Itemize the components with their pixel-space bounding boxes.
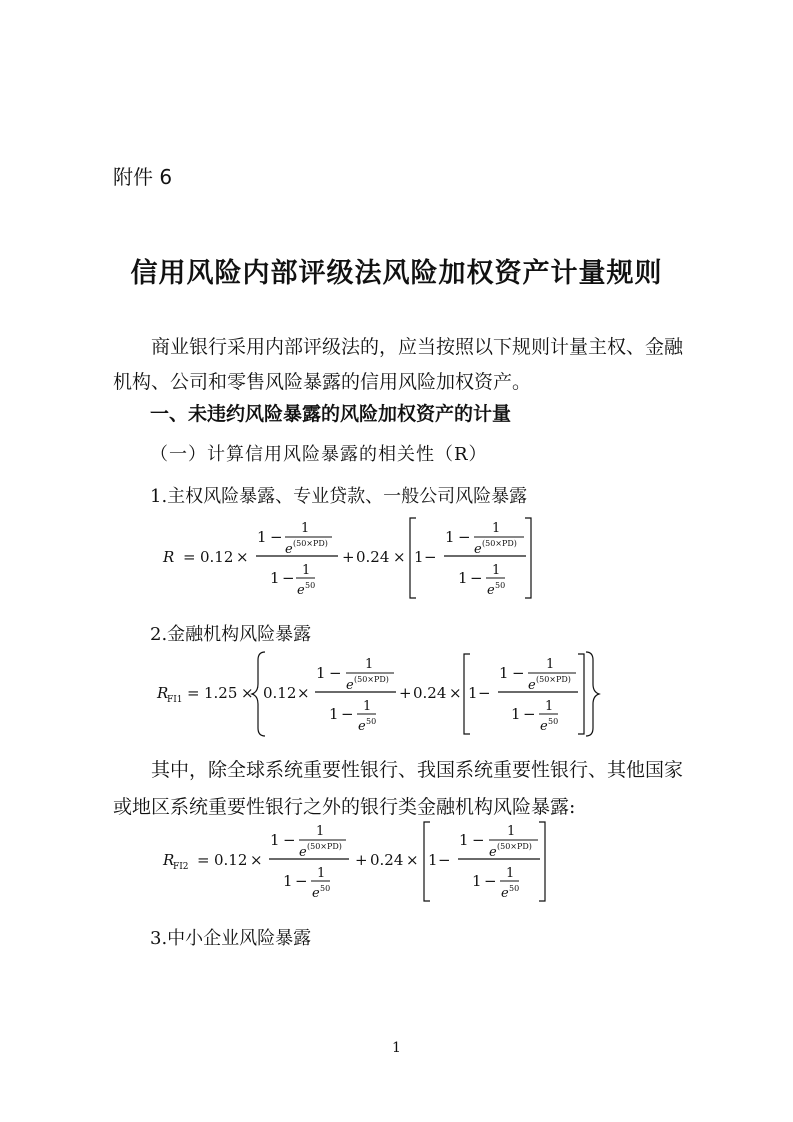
fi1-den-one: 1 — [329, 705, 339, 723]
fi2-b-num-one: 1 — [459, 831, 469, 849]
fi2-inner-one: 1 — [316, 824, 325, 839]
fi1-lhs: R — [157, 684, 169, 702]
fi2-den-exp-50: 50 — [320, 884, 331, 893]
fi2-num-one: 1 — [270, 831, 280, 849]
inner-num-one: 1 — [301, 521, 310, 536]
fi2-plus: + — [355, 851, 368, 869]
fi2-b-den-minus: − — [484, 872, 497, 890]
fi1-coef-024: 0.24 — [413, 684, 447, 702]
fi1-b-den-inner-one: 1 — [545, 699, 554, 714]
den-inner-one: 1 — [302, 563, 311, 578]
annex-label: 附件 6 — [113, 165, 173, 189]
b-num-one: 1 — [445, 528, 455, 546]
b-den-inner-one: 1 — [492, 563, 501, 578]
formula-times-2: × — [393, 548, 406, 566]
fi1-times-2: × — [297, 684, 310, 702]
fi1-exp-base: e — [346, 678, 354, 693]
fi1-exp-pd: (50×PD) — [354, 675, 389, 684]
fi2-den-inner-one: 1 — [317, 866, 326, 881]
num-one: 1 — [257, 528, 267, 546]
fi1-b-num-minus: − — [512, 664, 525, 682]
fi1-times-3: × — [449, 684, 462, 702]
fi2-den-minus: − — [295, 872, 308, 890]
fi1-times: × — [241, 684, 254, 702]
fi2-eq: = — [197, 851, 210, 869]
den-minus: − — [282, 569, 295, 587]
fi2-times-2: × — [406, 851, 419, 869]
fi1-b-minus: − — [478, 684, 491, 702]
b-den-one: 1 — [458, 569, 468, 587]
bracket-minus: − — [424, 548, 437, 566]
fi1-b-exp-base: e — [528, 678, 536, 693]
fi1-b-den-exp-50: 50 — [548, 717, 559, 726]
fi2-note-paragraph: 其中，除全球系统重要性银行、我国系统重要性银行、其他国家或地区系统重要性银行之外的银行类金融机构风险暴露: — [113, 759, 684, 818]
fi1-b-one: 1 — [468, 684, 478, 702]
den-exp-50: 50 — [305, 581, 316, 590]
fi2-b-den-inner-one: 1 — [506, 866, 515, 881]
den-exp-base: e — [297, 583, 305, 598]
fi2-b-one: 1 — [428, 851, 438, 869]
fi2-num-minus: − — [283, 831, 296, 849]
fi1-b-inner-one: 1 — [546, 657, 555, 672]
fi2-b-den-one: 1 — [472, 872, 482, 890]
fi1-b-den-minus: − — [523, 705, 536, 723]
fi2-b-inner-one: 1 — [507, 824, 516, 839]
fi1-b-num-one: 1 — [499, 664, 509, 682]
formula-coef-024: 0.24 — [356, 548, 390, 566]
b-den-exp-base: e — [487, 583, 495, 598]
exp-pd: (50×PD) — [293, 539, 328, 548]
fi1-coef-012: 0.12 — [263, 684, 297, 702]
item3-heading: 3.中小企业风险暴露 — [150, 928, 312, 949]
fi1-eq: = — [187, 684, 200, 702]
b-num-minus: − — [458, 528, 471, 546]
fi1-num-minus: − — [329, 664, 342, 682]
b-den-minus: − — [470, 569, 483, 587]
b-exp-base: e — [474, 542, 482, 557]
formula-coef-012: 0.12 — [200, 548, 234, 566]
fi2-coef-012: 0.12 — [214, 851, 248, 869]
fi2-exp-pd: (50×PD) — [307, 842, 342, 851]
bracket-one: 1 — [414, 548, 424, 566]
intro-paragraph: 商业银行采用内部评级法的，应当按照以下规则计量主权、金融机构、公司和零售风险暴露的信用风险加权资产。 — [113, 336, 684, 393]
fi1-b-den-exp-base: e — [540, 719, 548, 734]
fi2-lhs: R — [163, 851, 175, 869]
den-one: 1 — [270, 569, 280, 587]
fi1-den-minus: − — [341, 705, 354, 723]
fi2-den-one: 1 — [283, 872, 293, 890]
fi2-b-den-exp-base: e — [501, 886, 509, 901]
section-heading: 一、未违约风险暴露的风险加权资产的计量 — [150, 403, 512, 425]
fi2-coef-024: 0.24 — [370, 851, 404, 869]
formula-lhs: R — [163, 548, 175, 566]
exp-base: e — [285, 542, 293, 557]
item1-heading: 1.主权风险暴露、专业贷款、一般公司风险暴露 — [150, 486, 528, 507]
fi1-b-exp-pd: (50×PD) — [536, 675, 571, 684]
fi2-den-exp-base: e — [312, 886, 320, 901]
formula-times: × — [236, 548, 249, 566]
formula-eq: = — [183, 548, 196, 566]
item2-heading: 2.金融机构风险暴露 — [150, 624, 312, 645]
b-den-exp-50: 50 — [495, 581, 506, 590]
fi2-b-exp-base: e — [489, 845, 497, 860]
fi1-den-exp-50: 50 — [366, 717, 377, 726]
fi2-b-num-minus: − — [472, 831, 485, 849]
page-number: 1 — [392, 1040, 401, 1056]
fi2-b-exp-pd: (50×PD) — [497, 842, 532, 851]
formula-plus: + — [342, 548, 355, 566]
fi1-den-exp-base: e — [358, 719, 366, 734]
num-minus: − — [270, 528, 283, 546]
fi2-exp-base: e — [299, 845, 307, 860]
fi1-b-den-one: 1 — [511, 705, 521, 723]
b-inner-num-one: 1 — [492, 521, 501, 536]
fi2-times: × — [250, 851, 263, 869]
fi1-plus: + — [399, 684, 412, 702]
fi1-inner-one: 1 — [365, 657, 374, 672]
fi2-sub: FI2 — [173, 862, 189, 872]
fi2-right-bracket — [539, 822, 545, 901]
b-exp-pd: (50×PD) — [482, 539, 517, 548]
fi1-den-inner-one: 1 — [363, 699, 372, 714]
fi1-sub: FI1 — [167, 695, 183, 705]
page-title: 信用风险内部评级法风险加权资产计量规则 — [130, 258, 663, 289]
fi1-num-one: 1 — [316, 664, 326, 682]
fi1-mult: 1.25 — [204, 684, 238, 702]
fi2-b-den-exp-50: 50 — [509, 884, 520, 893]
subsection-heading: （一）计算信用风险暴露的相关性（R） — [150, 444, 488, 465]
fi2-b-minus: − — [438, 851, 451, 869]
